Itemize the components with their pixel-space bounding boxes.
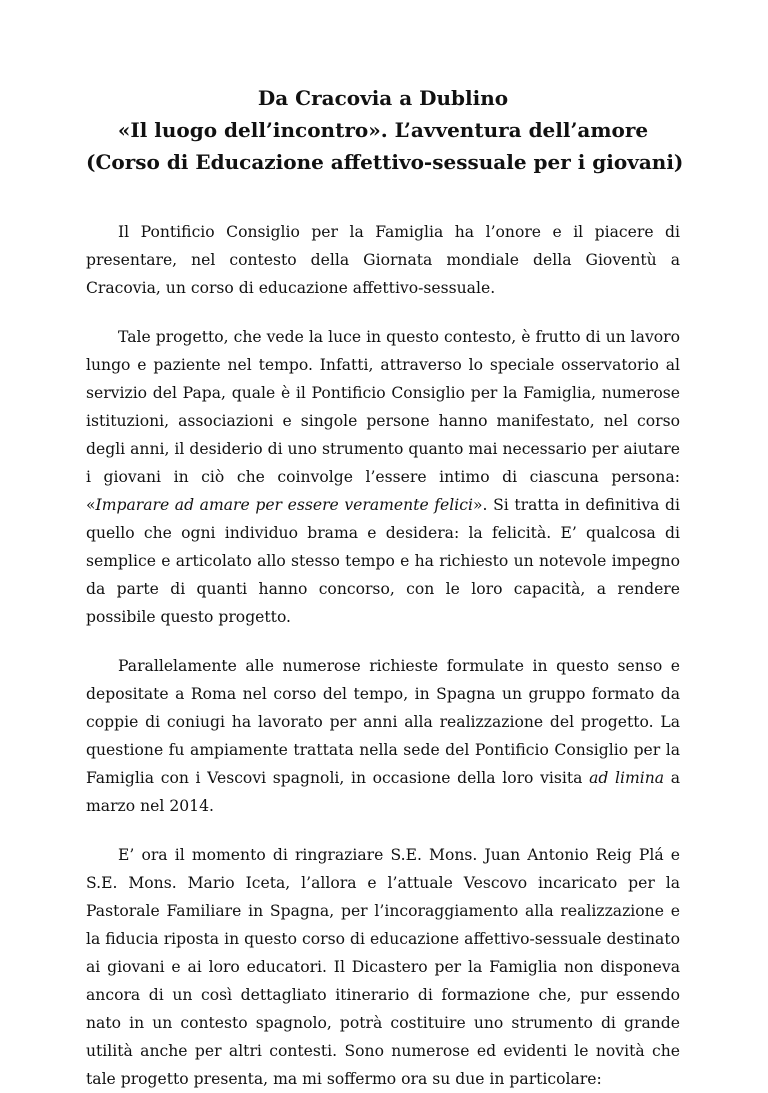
- paragraph-2-text-a: Tale progetto, che vede la luce in questo contesto, è frutto di un lavoro lungo e paziente nel tempo. Infatti, attraverso lo speciale osservatorio al servizio del Papa, quale è il Pontificio Consiglio per la Famiglia, numerose istituzioni, associazioni e singole persone hanno manifestato, nel corso degli anni, il desiderio di uno strumento quanto mai necessario per aiutare i giovani in ciò che coinvolge l’essere intimo di ciascuna persona: «: [86, 328, 680, 514]
- paragraph-2: [86, 323, 680, 631]
- title-line-3: (Corso di Educazione affettivo-sessuale per i giovani): [86, 150, 684, 174]
- paragraph-3-text-b: a marzo nel 2014.: [86, 769, 680, 815]
- paragraph-2-quote: Imparare ad amare per essere veramente felici: [95, 496, 473, 514]
- title-line-2: «Il luogo dell’incontro». L’avventura dell’amore: [117, 118, 649, 142]
- document-title: [86, 82, 684, 178]
- paragraph-2-text-b: ». Si tratta in definitiva di quello che ogni individuo brama e desidera: la felicità. E’ qualcosa di semplice e articolato allo stesso tempo e ha richiesto un notevole impegno da parte di quanti hanno concorso, con le loro capacità, a rendere possibile questo progetto.: [86, 496, 680, 626]
- paragraph-3-text-a: Parallelamente alle numerose richieste formulate in questo senso e depositate a Roma nel corso del tempo, in Spagna un gruppo formato da coppie di coniugi ha lavorato per anni alla realizzazione del progetto. La questione fu ampiamente trattata nella sede del Pontificio Consiglio per la Famiglia con i Vescovi spagnoli, in occasione della loro visita: [86, 657, 680, 787]
- paragraph-3: [86, 652, 680, 820]
- paragraph-1: Il Pontificio Consiglio per la Famiglia ha l’onore e il piacere di presentare, nel contesto della Giornata mondiale della Gioventù a Cracovia, un corso di educazione affettivo-sessuale.: [86, 223, 680, 297]
- title-line-1: Da Cracovia a Dublino: [257, 86, 509, 110]
- paragraph-3-ad-limina: ad limina: [589, 769, 665, 787]
- paragraph-4: E’ ora il momento di ringraziare S.E. Mons. Juan Antonio Reig Plá e S.E. Mons. Mario Iceta, l’allora e l’attuale Vescovo incaricato per la Pastorale Familiare in Spagna, per l’incoraggiamento alla realizzazione e la fiducia riposta in questo corso di educazione affettivo-sessuale destinato ai giovani e ai loro educatori. Il Dicastero per la Famiglia non disponeva ancora di un così dettagliato itinerario di formazione che, pur essendo nato in un contesto spagnolo, potrà costituire uno strumento di grande utilità anche per altri contesti. Sono numerose ed evidenti le novità che tale progetto presenta, ma mi soffermo ora su due in particolare:: [86, 846, 680, 1088]
